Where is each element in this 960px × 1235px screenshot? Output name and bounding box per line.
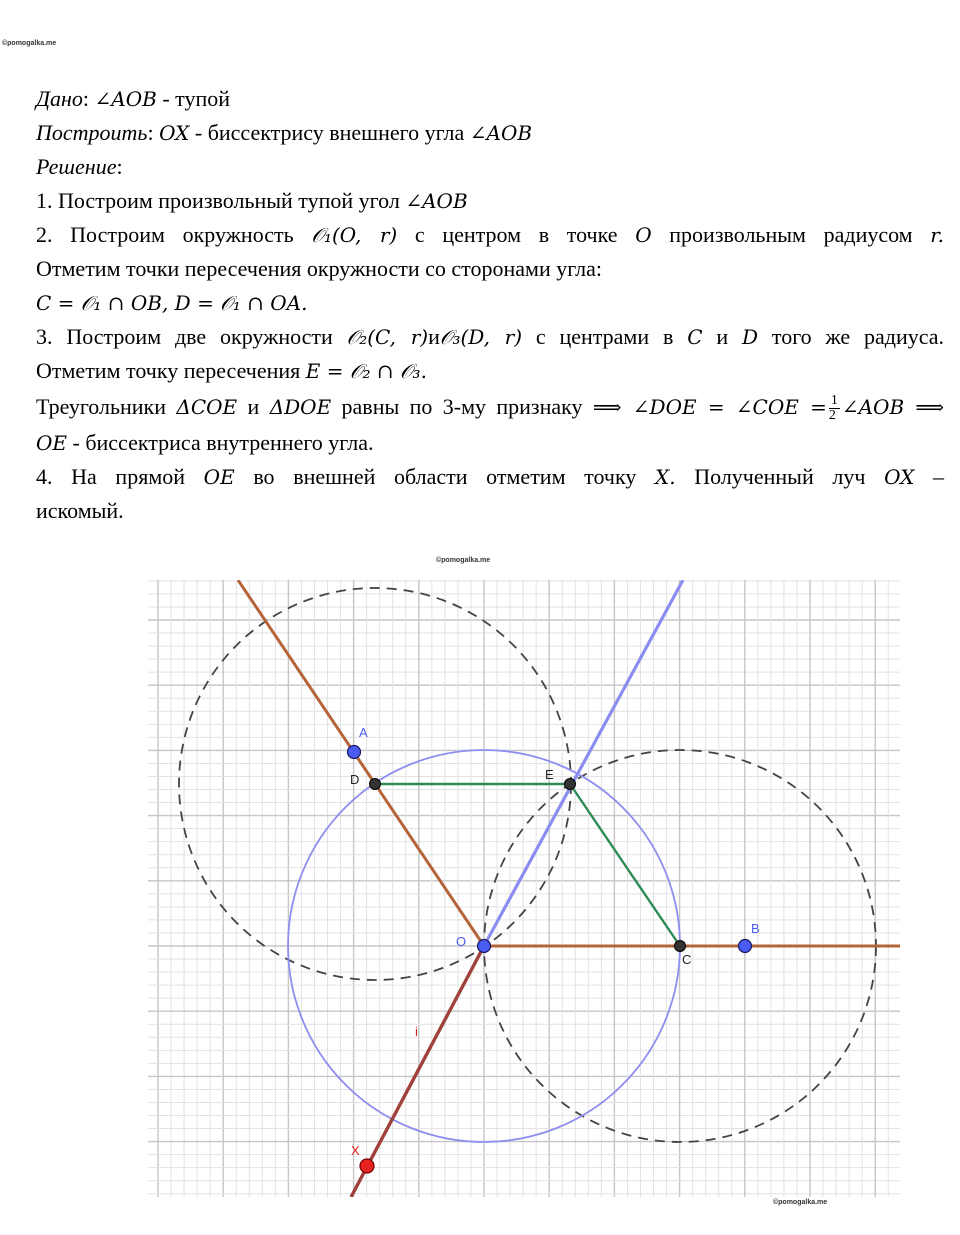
construct-ox: OX xyxy=(159,121,190,145)
construct-label: Построить xyxy=(36,120,148,145)
label-c: C xyxy=(682,952,692,967)
step3-c: того же радиуса. xyxy=(771,324,945,349)
point-a xyxy=(348,746,361,759)
fraction-denominator: 2 xyxy=(828,408,836,424)
tri-coe: ΔCOE xyxy=(176,395,238,419)
step2-r: r. xyxy=(930,223,945,247)
tri-a: Треугольники xyxy=(36,394,167,419)
given-label: Дано xyxy=(36,86,83,111)
step3-and2: и xyxy=(716,324,729,349)
step4-x: X. xyxy=(654,465,676,489)
step2-formula-line xyxy=(36,286,944,320)
step2-b: с центром в точке xyxy=(414,222,618,247)
label-a: A xyxy=(359,725,368,740)
step2-a: 2. Построим окружность xyxy=(36,222,294,247)
tri-b: равны по 3-му признаку xyxy=(341,394,583,419)
given-text: - тупой xyxy=(162,86,231,111)
grid xyxy=(148,580,900,1197)
triangles-line2 xyxy=(36,426,944,460)
step3-line2-text: Отметим точку пересечения xyxy=(36,358,301,383)
ray-ox xyxy=(351,946,484,1197)
step2-circle: 𝒪₁(O, r) xyxy=(311,223,398,247)
tri-formula1: ⟹ ∠DOE = ∠COE = xyxy=(592,395,827,419)
given-line: Дано: ∠AOB - тупой xyxy=(36,86,231,111)
step2-line2: Отметим точки пересечения окружности со сторонами угла: xyxy=(36,256,603,281)
step3-c3: 𝒪₃(D, r) xyxy=(439,325,523,349)
tri-formula2: ∠AOB ⟹ xyxy=(841,395,945,419)
fraction-numerator: 1 xyxy=(830,393,838,409)
step3-formula: E = 𝒪₂ ∩ 𝒪₃. xyxy=(305,359,427,383)
step4-line1 xyxy=(36,460,944,494)
segment-ec xyxy=(570,784,680,946)
step2-line1 xyxy=(36,218,944,252)
label-d: D xyxy=(350,772,360,787)
label-e: E xyxy=(545,767,554,782)
fraction-one-half xyxy=(829,394,840,423)
tri-c: - биссектриса внутреннего угла. xyxy=(72,430,374,455)
step3-c2: 𝒪₂(C, r) xyxy=(346,325,429,349)
step2-formula: C = 𝒪₁ ∩ OB, D = 𝒪₁ ∩ OA. xyxy=(36,291,308,315)
tri-doe: ΔDOE xyxy=(269,395,332,419)
point-x xyxy=(360,1159,374,1173)
solution-label: Решение xyxy=(36,154,117,179)
step4-ox: OX xyxy=(884,465,915,489)
step3-line1 xyxy=(36,320,944,354)
point-c xyxy=(675,941,686,952)
label-i: i xyxy=(415,1024,418,1039)
step4-b: во внешней области отметим точку xyxy=(253,464,637,489)
step2-o: O xyxy=(635,223,652,247)
step1-angle: ∠AOB xyxy=(405,189,468,213)
construct-angle: ∠AOB xyxy=(469,121,533,145)
step4-a: 4. На прямой xyxy=(36,464,186,489)
watermark-bottom: ©pomogalka.me xyxy=(773,1199,828,1206)
step3-b: с центрами в xyxy=(535,324,674,349)
point-o xyxy=(478,940,491,953)
solution-text xyxy=(36,82,944,528)
step3-and: и xyxy=(428,324,440,349)
label-b: B xyxy=(751,921,760,936)
point-d xyxy=(370,779,381,790)
construct-text: - биссектрису внешнего угла xyxy=(194,120,465,145)
tri-oe: OE xyxy=(36,431,67,455)
step4-oe: OE xyxy=(203,465,235,489)
construct-line: Построить: OX - биссектрису внешнего угла ∠AOB xyxy=(36,120,533,145)
given-angle: ∠AOB xyxy=(94,87,157,111)
point-e xyxy=(565,779,576,790)
construction-figure xyxy=(148,580,900,1197)
step4-c: Полученный луч xyxy=(694,464,866,489)
step3-C: C xyxy=(687,325,703,349)
watermark-top: ©pomogalka.me xyxy=(2,40,57,47)
solution-line: Решение: xyxy=(36,154,123,179)
watermark-middle: ©pomogalka.me xyxy=(436,557,491,564)
step2-c: произвольным радиусом xyxy=(669,222,913,247)
step4-line2: искомый. xyxy=(36,498,124,523)
step3-line2 xyxy=(36,354,944,388)
step3-D: D xyxy=(741,325,759,349)
step1-text: 1. Построим произвольный тупой угол xyxy=(36,188,400,213)
label-o: O xyxy=(456,934,467,949)
step1-line xyxy=(36,184,944,218)
step3-a: 3. Построим две окружности xyxy=(36,324,333,349)
step4-d: – xyxy=(933,464,945,489)
label-x: X xyxy=(351,1143,360,1158)
tri-and: и xyxy=(247,394,260,419)
point-b xyxy=(739,940,752,953)
triangles-line1 xyxy=(36,388,944,426)
